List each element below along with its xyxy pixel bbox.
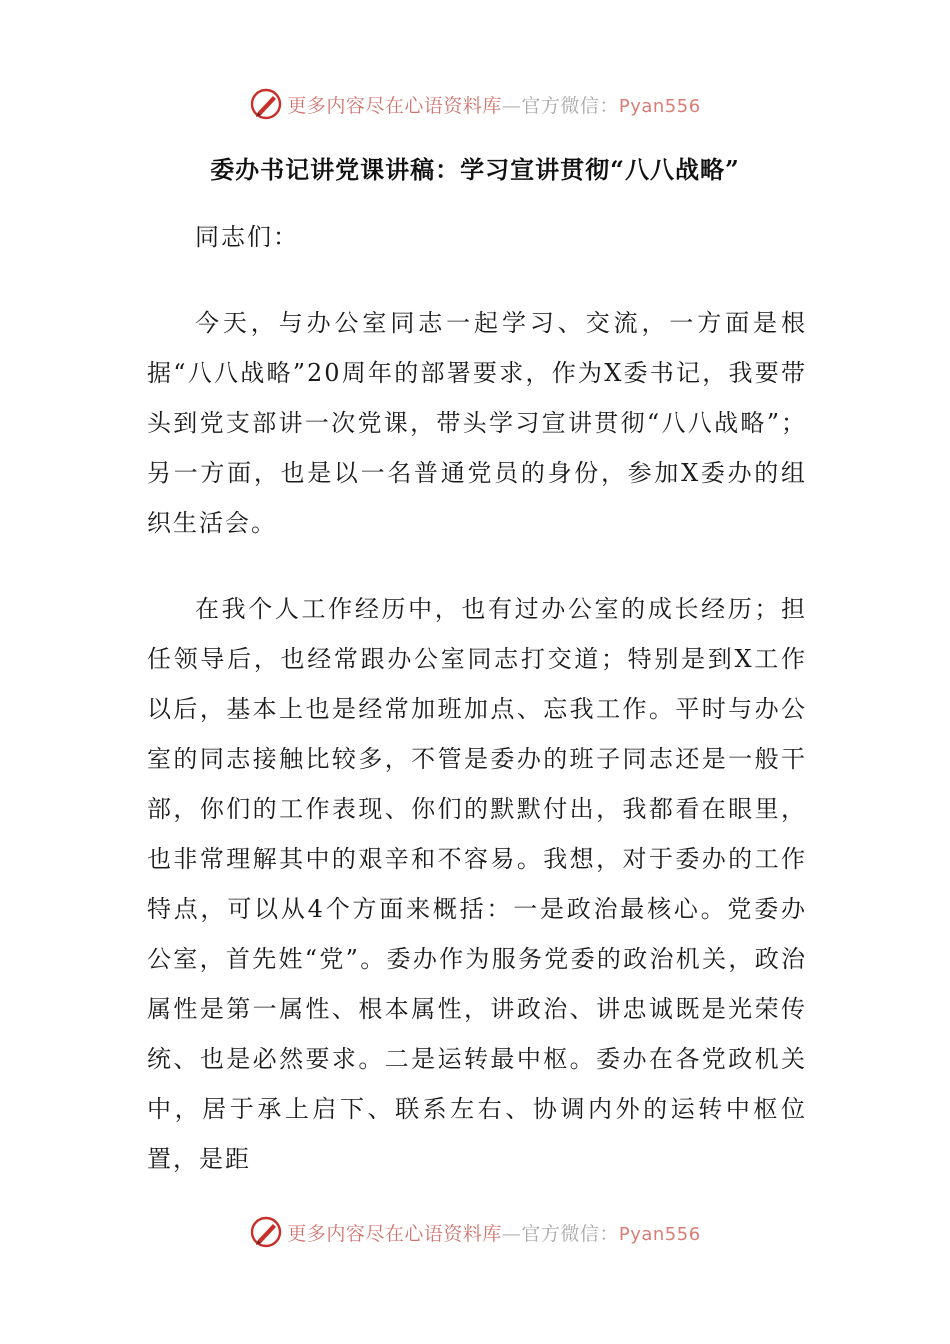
watermark-separator: — — [501, 94, 522, 117]
salutation: 同志们： — [195, 223, 299, 251]
header-watermark-banner — [0, 84, 950, 124]
document-body — [147, 212, 807, 1220]
watermark-text — [287, 91, 700, 118]
watermark-official-label: 官方微信： — [521, 1222, 619, 1245]
paragraph-1: 今天，与办公室同志一起学习、交流，一方面是根据“八八战略”20周年的部署要求，作为X委书记，我要带头到党支部讲一次党课，带头学习宣讲贯彻“八八战略”；另一方面，也是以一名普通党员的身份，参加X委办的组织生活会。 — [147, 309, 807, 537]
paragraph-2: 在我个人工作经历中，也有过办公室的成长经历；担任领导后，也经常跟办公室同志打交道；特别是到X工作以后，基本上也是经常加班加点、忘我工作。平时与办公室的同志接触比较多，不管是委办的班子同志还是一般干部，你们的工作表现、你们的默默付出，我都看在眼里，也非常理解其中的艰辛和不容易。我想，对于委办的工作特点，可以从4个方面来概括：一是政治最核心。党委办公室，首先姓“党”。委办作为服务党委的政治机关，政治属性是第一属性、根本属性，讲政治、讲忠诚既是光荣传统、也是必然要求。二是运转最中枢。委办在各党政机关中，居于承上启下、联系左右、协调内外的运转中枢位置，是距 — [147, 595, 807, 1173]
watermark-separator: — — [501, 1222, 522, 1245]
document-title: 委办书记讲党课讲稿：学习宣讲贯彻“八八战略” — [210, 155, 740, 184]
watermark-brand: 更多内容尽在心语资料库 — [287, 94, 502, 117]
watermark-handle: Pyan556 — [618, 1223, 701, 1245]
footer-watermark-banner — [0, 1212, 950, 1252]
watermark-text — [287, 1219, 700, 1246]
pen-circle-logo-icon — [249, 87, 283, 121]
watermark-brand: 更多内容尽在心语资料库 — [287, 1222, 502, 1245]
watermark-handle: Pyan556 — [618, 95, 701, 117]
pen-circle-logo-icon — [249, 1215, 283, 1249]
watermark-official-label: 官方微信： — [521, 94, 619, 117]
